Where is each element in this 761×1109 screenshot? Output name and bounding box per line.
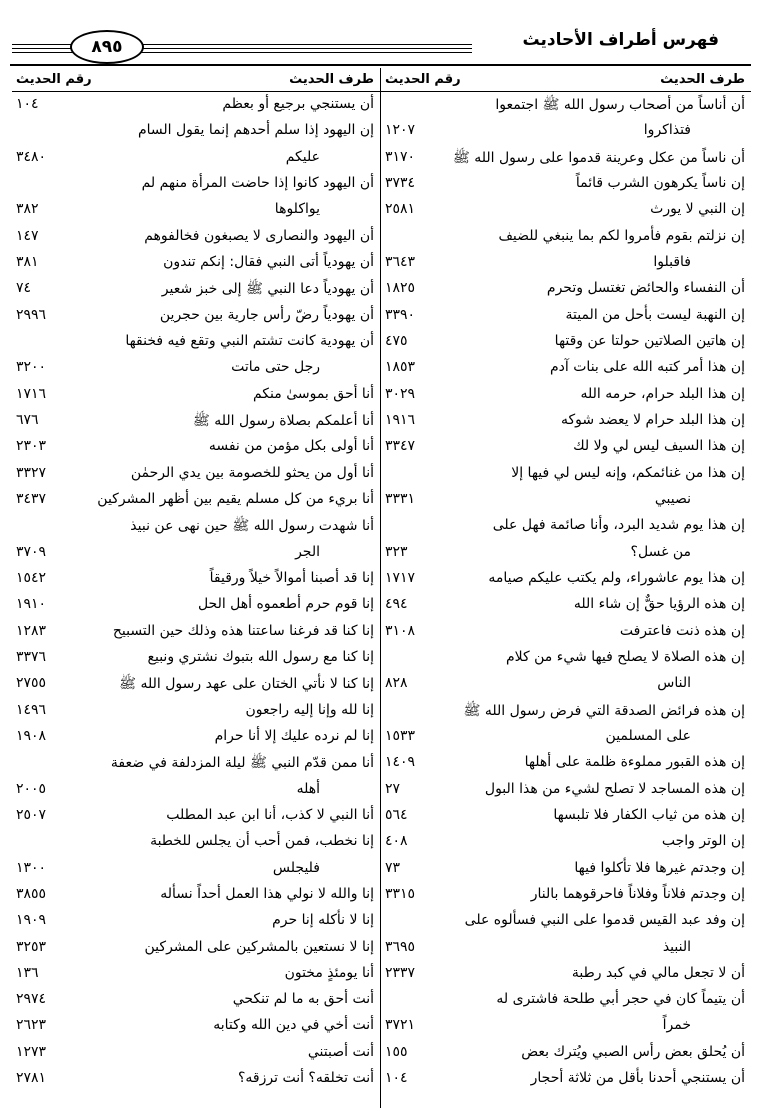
hadith-text: إنا كنا لا نأتي الختان على عهد رسول الله ﷺ bbox=[119, 676, 374, 693]
hadith-number: ٢٦٢٣ bbox=[16, 1017, 47, 1034]
hadith-text: خمراً bbox=[662, 1017, 691, 1034]
hadith-text: إنا لم نرده عليك إلا أنا حرام bbox=[214, 727, 374, 744]
index-entry bbox=[381, 724, 751, 750]
hadith-text: أنت أخي في دين الله وكتابه bbox=[213, 1017, 374, 1034]
index-entry bbox=[381, 908, 751, 934]
hadith-number: ٣٣٤٧ bbox=[385, 438, 416, 455]
hadith-number: ١٩١٦ bbox=[385, 411, 416, 428]
hadith-number: ١٩٠٨ bbox=[16, 727, 47, 744]
hadith-text: رجل حتى ماتت bbox=[231, 359, 320, 376]
index-entry bbox=[12, 171, 380, 197]
hadith-text: أنا أولى بكل مؤمن من نفسه bbox=[208, 438, 374, 455]
index-entry bbox=[381, 592, 751, 618]
hadith-number: ٦٧٦ bbox=[16, 411, 39, 428]
hadith-text: إن اليهود إذا سلم أحدهم إنما يقول السام bbox=[137, 122, 374, 139]
hadith-text: أهله bbox=[296, 780, 320, 797]
hadith-number: ١٢٧٣ bbox=[16, 1043, 47, 1060]
index-entry bbox=[381, 750, 751, 776]
index-entry bbox=[381, 1040, 751, 1066]
index-entry bbox=[12, 698, 380, 724]
index-entry bbox=[12, 777, 380, 803]
hadith-number: ١٢٨٣ bbox=[16, 622, 47, 639]
index-entry bbox=[12, 856, 380, 882]
hadith-text: أن يهودياً رضّ رأس جارية بين حجرين bbox=[159, 306, 374, 323]
hadith-text: أن يتيماً كان في حجر أبي طلحة فاشترى له bbox=[496, 991, 745, 1008]
hadith-number: ٣٢٠٠ bbox=[16, 359, 47, 376]
text-column-heading: طرف الحديث bbox=[289, 72, 374, 87]
hadith-text: أنا أعلمكم بصلاة رسول الله ﷺ bbox=[192, 412, 374, 429]
hadith-text: أن يستنجي برجيع أو بعظم bbox=[222, 96, 374, 112]
hadith-text: إن هذه الصلاة لا يصلح فيها شيء من كلام bbox=[506, 648, 745, 665]
index-entry bbox=[12, 513, 380, 539]
hadith-text: أن يهودياً دعا النبي ﷺ إلى خبز شعير bbox=[161, 281, 374, 298]
hadith-text: إن النبي لا يورث bbox=[650, 201, 745, 218]
hadith-number: ٣٢٥٣ bbox=[16, 938, 47, 955]
hadith-text: أن أناساً من أصحاب رسول الله ﷺ اجتمعوا bbox=[495, 97, 745, 113]
hadith-text: إن هذا يوم شديد البرد، وأنا صائمة فهل على bbox=[492, 517, 745, 534]
hadith-number: ١٩٠٩ bbox=[16, 912, 47, 929]
index-entry bbox=[381, 382, 751, 408]
index-entry bbox=[381, 513, 751, 539]
hadith-text: إن نزلتم بقوم فأمروا لكم بما ينبغي للضيف bbox=[498, 227, 745, 244]
hadith-text: إنا كنا قد فرغنا ساعتنا هذه وذلك حين التسبيح bbox=[112, 622, 374, 639]
index-entry bbox=[12, 803, 380, 829]
hadith-number: ٣٨٥٥ bbox=[16, 885, 47, 902]
hadith-text: إن هذه ذنت فاعترفت bbox=[619, 622, 745, 639]
hadith-number: ٧٤ bbox=[16, 280, 32, 297]
hadith-text: إن هذه من ثياب الكفار فلا تلبسها bbox=[553, 806, 745, 823]
page-number: ٨٩٥ bbox=[70, 30, 144, 64]
index-entry bbox=[381, 461, 751, 487]
hadith-number: ٢٧ bbox=[385, 780, 401, 797]
number-column-heading: رقم الحديث bbox=[385, 72, 461, 87]
index-entry bbox=[381, 224, 751, 250]
index-entry bbox=[12, 355, 380, 381]
index-entry bbox=[12, 724, 380, 750]
hadith-text: إن ناساً يكرهون الشرب قائماً bbox=[575, 174, 745, 191]
right-entries bbox=[381, 92, 751, 1092]
index-entry bbox=[381, 145, 751, 171]
page-header bbox=[0, 0, 761, 60]
index-entry bbox=[12, 1066, 380, 1092]
index-entry bbox=[381, 171, 751, 197]
index-entry bbox=[12, 461, 380, 487]
hadith-number: ٣٣٣١ bbox=[385, 490, 416, 507]
index-entry bbox=[381, 566, 751, 592]
index-entry bbox=[12, 434, 380, 460]
hadith-number: ٢٥٨١ bbox=[385, 201, 416, 218]
index-entry bbox=[381, 698, 751, 724]
left-entries bbox=[12, 92, 380, 1092]
hadith-text: إن هذه الرؤيا حقٌّ إن شاء الله bbox=[573, 596, 745, 613]
hadith-text: إنا قد أصبنا أموالاً خيلاً ورقيقاً bbox=[209, 569, 374, 586]
hadith-number: ١٨٢٥ bbox=[385, 280, 416, 297]
hadith-text: فتذاكروا bbox=[643, 122, 691, 139]
hadith-text: الجر bbox=[295, 543, 320, 560]
hadith-text: إنا لله وإنا إليه راجعون bbox=[245, 701, 374, 718]
hadith-number: ٣٤٣٧ bbox=[16, 490, 47, 507]
index-entry bbox=[12, 592, 380, 618]
hadith-number: ١٤٧ bbox=[16, 227, 39, 244]
index-entry bbox=[12, 408, 380, 434]
index-entry bbox=[381, 1066, 751, 1092]
left-column-header bbox=[12, 68, 380, 92]
hadith-number: ١٥٣٣ bbox=[385, 727, 416, 744]
hadith-text: إن هذه القبور مملوءة ظلمة على أهلها bbox=[524, 754, 745, 771]
index-entry bbox=[12, 145, 380, 171]
hadith-number: ٤٧٥ bbox=[385, 332, 408, 349]
index-entry bbox=[381, 408, 751, 434]
hadith-text: الناس bbox=[657, 675, 691, 692]
hadith-text: أن اليهود والنصارى لا يصبغون فخالفوهم bbox=[144, 227, 374, 244]
hadith-number: ٣١٠٨ bbox=[385, 622, 416, 639]
hadith-text: إن هذه فرائض الصدقة التي فرض رسول الله ﷺ bbox=[463, 702, 745, 719]
hadith-text: أنت أحق به ما لم تنكحي bbox=[232, 991, 374, 1008]
hadith-text: إنا والله لا نولي هذا العمل أحداً نسأله bbox=[160, 885, 374, 902]
hadith-text: أن يستنجي أحدنا بأقل من ثلاثة أحجار bbox=[530, 1070, 745, 1087]
index-entry bbox=[12, 118, 380, 144]
index-entry bbox=[12, 487, 380, 513]
hadith-number: ٢٥٠٧ bbox=[16, 806, 47, 823]
hadith-text: إن هذا البلد حرام لا يعضد شوكه bbox=[560, 411, 745, 428]
hadith-text: إن هذا من غنائمكم، وإنه ليس لي فيها إلا bbox=[511, 464, 745, 481]
hadith-text: أنا ممن قدّم النبي ﷺ ليلة المزدلفة في ضعفة bbox=[110, 755, 374, 772]
hadith-text: إن وجدتم غيرها فلا تأكلوا فيها bbox=[574, 859, 745, 876]
hadith-number: ١٣٦ bbox=[16, 964, 39, 981]
hadith-number: ٣٨١ bbox=[16, 253, 39, 270]
hadith-number: ٢٩٩٦ bbox=[16, 306, 47, 323]
index-entry bbox=[12, 540, 380, 566]
hadith-text: على المسلمين bbox=[605, 727, 691, 744]
index-entry bbox=[12, 224, 380, 250]
hadith-number: ٣٦٩٥ bbox=[385, 938, 416, 955]
index-entry bbox=[12, 1040, 380, 1066]
index-entry bbox=[381, 329, 751, 355]
hadith-number: ١٠٤ bbox=[16, 96, 39, 112]
hadith-text: إنا قوم حرم أطعموه أهل الحل bbox=[197, 596, 374, 613]
hadith-text: أنت تخلقه؟ أنت ترزقه؟ bbox=[237, 1070, 374, 1087]
hadith-number: ٣٧٣٤ bbox=[385, 174, 416, 191]
hadith-number: ٣٤٨٠ bbox=[16, 148, 47, 165]
right-column-header bbox=[381, 68, 751, 92]
text-column-heading: طرف الحديث bbox=[660, 72, 745, 87]
index-entry bbox=[12, 382, 380, 408]
hadith-number: ٢٣٣٧ bbox=[385, 964, 416, 981]
left-column bbox=[12, 68, 380, 1092]
index-entry bbox=[381, 118, 751, 144]
hadith-text: إنا لا نستعين بالمشركين على المشركين bbox=[144, 938, 374, 955]
hadith-number: ٣٣٢٧ bbox=[16, 464, 47, 481]
hadith-number: ٣٠٢٩ bbox=[385, 385, 416, 402]
hadith-text: أنا شهدت رسول الله ﷺ حين نهى عن نبيذ bbox=[130, 518, 374, 535]
hadith-text: إن الوتر واجب bbox=[661, 833, 745, 850]
index-entry bbox=[12, 671, 380, 697]
hadith-number: ٣٣٩٠ bbox=[385, 306, 416, 323]
hadith-number: ٣٧٠٩ bbox=[16, 543, 47, 560]
hadith-number: ١٨٥٣ bbox=[385, 359, 416, 376]
hadith-number: ٤٩٤ bbox=[385, 596, 408, 613]
index-entry bbox=[381, 856, 751, 882]
hadith-number: ١٢٠٧ bbox=[385, 122, 416, 139]
index-entry bbox=[12, 908, 380, 934]
hadith-text: إنا كنا مع رسول الله بتبوك نشتري ونبيع bbox=[147, 648, 374, 665]
hadith-text: أنا يومئذٍ مختون bbox=[284, 964, 374, 981]
hadith-text: أن يُحلق بعض رأس الصبي ويُترك بعض bbox=[521, 1043, 745, 1060]
hadith-number: ٢٠٠٥ bbox=[16, 780, 47, 797]
index-entry bbox=[12, 935, 380, 961]
index-entry bbox=[381, 645, 751, 671]
index-entry bbox=[12, 619, 380, 645]
hadith-number: ٣٦٤٣ bbox=[385, 253, 416, 270]
hadith-text: أن النفساء والحائض تغتسل وتحرم bbox=[546, 280, 745, 297]
hadith-text: أنا أول من يحثو للخصومة بين يدي الرحمٰن bbox=[130, 464, 374, 481]
index-entry bbox=[12, 645, 380, 671]
index-entry bbox=[381, 487, 751, 513]
index-entry bbox=[381, 619, 751, 645]
hadith-number: ٢٧٨١ bbox=[16, 1070, 47, 1087]
hadith-text: أن ناساً من عكل وعرينة قدموا على رسول الله ﷺ bbox=[452, 149, 745, 166]
hadith-text: أنا بريء من كل مسلم يقيم بين أظهر المشركين bbox=[97, 490, 374, 507]
index-entry bbox=[381, 829, 751, 855]
number-column-heading: رقم الحديث bbox=[16, 72, 92, 87]
index-entry bbox=[12, 987, 380, 1013]
index-entry bbox=[12, 566, 380, 592]
hadith-text: نصيبي bbox=[654, 490, 691, 507]
index-entry bbox=[12, 92, 380, 118]
hadith-number: ١٥٤٢ bbox=[16, 569, 47, 586]
hadith-text: أن لا تجعل مالي في كبد رطبة bbox=[571, 964, 745, 981]
hadith-number: ٣١٧٠ bbox=[385, 148, 416, 165]
index-entry bbox=[381, 882, 751, 908]
hadith-text: إن هذا البلد حرام، حرمه الله bbox=[580, 385, 745, 402]
page-title: فهرس أطراف الأحاديث bbox=[522, 30, 719, 50]
index-entry bbox=[381, 935, 751, 961]
hadith-number: ١٧١٧ bbox=[385, 569, 416, 586]
hadith-text: أنا أحق بموسىٰ منكم bbox=[252, 385, 374, 402]
hadith-text: أن اليهود كانوا إذا حاضت المرأة منهم لم bbox=[141, 174, 374, 191]
hadith-text: إن هذا أمر كتبه الله على بنات آدم bbox=[550, 359, 745, 376]
index-entry bbox=[381, 671, 751, 697]
index-entry bbox=[12, 1013, 380, 1039]
hadith-number: ٢٩٧٤ bbox=[16, 991, 47, 1008]
hadith-text: عليكم bbox=[285, 148, 320, 165]
hadith-text: إن هذا يوم عاشوراء، ولم يكتب عليكم صيامه bbox=[488, 569, 745, 586]
hadith-number: ١٠٤ bbox=[385, 1070, 408, 1087]
hadith-text: النبيذ bbox=[662, 938, 691, 955]
hadith-text: إن النهبة ليست بأحل من الميتة bbox=[565, 306, 745, 323]
hadith-text: إن هاتين الصلاتين حولتا عن وقتها bbox=[554, 332, 745, 349]
index-entry bbox=[381, 92, 751, 118]
index-entry bbox=[12, 329, 380, 355]
index-entry bbox=[12, 276, 380, 302]
hadith-number: ١٣٠٠ bbox=[16, 859, 47, 876]
hadith-text: إن وفد عبد القيس قدموا على النبي فسألوه على bbox=[464, 912, 745, 929]
right-column bbox=[381, 68, 751, 1092]
hadith-number: ٣٧٢١ bbox=[385, 1017, 416, 1034]
hadith-text: فاقبلوا bbox=[653, 253, 691, 270]
hadith-number: ٣٣٧٦ bbox=[16, 648, 47, 665]
hadith-text: فليجلس bbox=[272, 859, 320, 876]
hadith-number: ٣٨٢ bbox=[16, 201, 39, 218]
hadith-number: ٣٣١٥ bbox=[385, 885, 416, 902]
hadith-number: ٨٢٨ bbox=[385, 675, 408, 692]
index-entry bbox=[381, 961, 751, 987]
hadith-number: ١٥٥ bbox=[385, 1043, 408, 1060]
hadith-number: ٣٢٣ bbox=[385, 543, 408, 560]
hadith-text: يواكلوها bbox=[274, 201, 320, 218]
hadith-number: ٥٦٤ bbox=[385, 806, 408, 823]
index-entry bbox=[12, 303, 380, 329]
hadith-number: ٢٣٠٣ bbox=[16, 438, 47, 455]
index-entry bbox=[12, 961, 380, 987]
hadith-text: أنا النبي لا كذب، أنا ابن عبد المطلب bbox=[166, 806, 374, 823]
hadith-number: ١٤٠٩ bbox=[385, 754, 416, 771]
hadith-text: أن يهودية كانت تشتم النبي وتقع فيه فخنقها bbox=[125, 332, 374, 349]
hadith-text: إنا لا نأكله إنا حرم bbox=[272, 912, 374, 929]
hadith-number: ٢٧٥٥ bbox=[16, 675, 47, 692]
hadith-number: ٤٠٨ bbox=[385, 833, 408, 850]
index-entry bbox=[12, 750, 380, 776]
index-entry bbox=[381, 197, 751, 223]
hadith-number: ١٤٩٦ bbox=[16, 701, 47, 718]
index-entry bbox=[12, 197, 380, 223]
hadith-number: ١٧١٦ bbox=[16, 385, 47, 402]
index-entry bbox=[381, 250, 751, 276]
index-entry bbox=[381, 803, 751, 829]
hadith-number: ٧٣ bbox=[385, 859, 401, 876]
index-entry bbox=[381, 303, 751, 329]
hadith-number: ١٩١٠ bbox=[16, 596, 47, 613]
index-entry bbox=[381, 434, 751, 460]
header-divider bbox=[10, 64, 751, 66]
hadith-text: إن هذه المساجد لا تصلح لشيء من هذا البول bbox=[484, 780, 745, 797]
hadith-text: من غسل؟ bbox=[630, 543, 691, 560]
index-entry bbox=[381, 355, 751, 381]
index-entry bbox=[381, 987, 751, 1013]
index-entry bbox=[381, 777, 751, 803]
hadith-text: أن يهودياً أتى النبي فقال: إنكم تندون bbox=[163, 253, 374, 270]
index-entry bbox=[12, 250, 380, 276]
index-entry bbox=[381, 1013, 751, 1039]
index-entry bbox=[12, 829, 380, 855]
index-entry bbox=[381, 540, 751, 566]
hadith-text: أنت أصبتني bbox=[307, 1043, 374, 1060]
hadith-text: إن هذا السيف ليس لي ولا لك bbox=[573, 438, 745, 455]
index-entry bbox=[381, 276, 751, 302]
index-entry bbox=[12, 882, 380, 908]
hadith-text: إن وجدتم فلاناً وفلاناً فاحرقوهما بالنار bbox=[530, 885, 745, 902]
hadith-text: إنا نخطب، فمن أحب أن يجلس للخطبة bbox=[150, 833, 374, 850]
